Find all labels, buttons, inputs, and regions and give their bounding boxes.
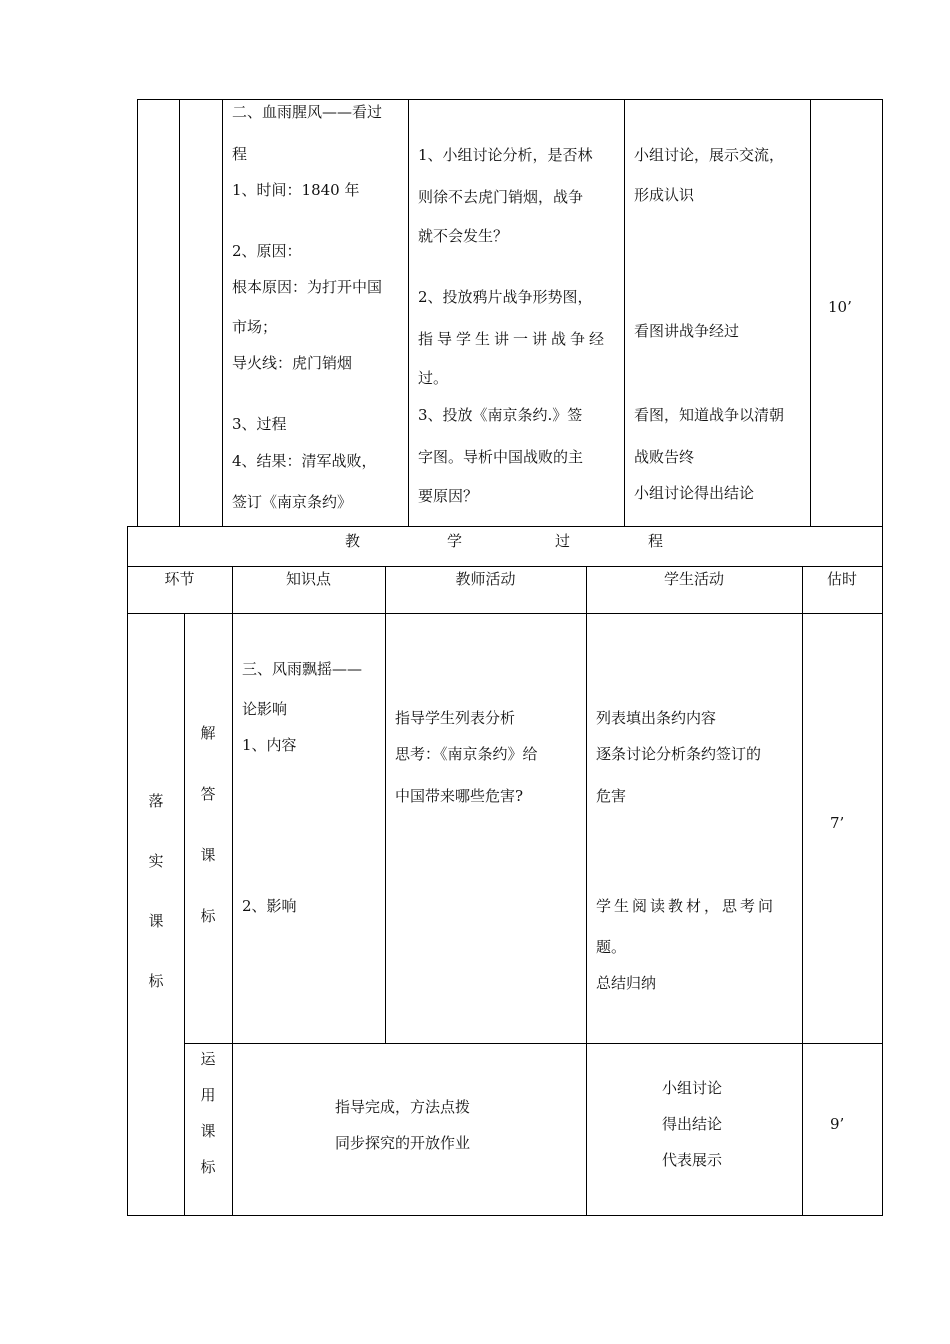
answer-time: 7’ xyxy=(830,814,845,832)
teacher-q3-cont: 字图。导析中国战败的主 xyxy=(418,448,584,466)
student-s1-cont: 形成认识 xyxy=(634,186,695,204)
section-title-2: 二、血雨腥风——看过 xyxy=(232,103,383,121)
stage-apply-label: 运 用 课 标 xyxy=(200,1050,216,1176)
reason-label: 2、原因： xyxy=(232,242,302,260)
apply-homework: 同步探究的开放作业 xyxy=(335,1134,471,1152)
header-teacher: 教师活动 xyxy=(455,570,516,588)
header-stage: 环节 xyxy=(164,570,195,588)
teacher-q1-end: 就不会发生？ xyxy=(418,227,509,245)
fuse: 导火线：虎门销烟 xyxy=(232,354,353,372)
apply-time: 9’ xyxy=(830,1115,845,1133)
teacher-guide: 指导学生列表分析 xyxy=(395,709,516,727)
impact-item: 2、影响 xyxy=(242,897,297,915)
teacher-q2-cont: 指导学生讲一讲战争经 xyxy=(418,330,609,348)
student-discuss-cont: 危害 xyxy=(596,787,627,805)
student-s1: 小组讨论，展示交流， xyxy=(634,146,785,164)
section-title-3: 三、风雨飘摇—— xyxy=(242,660,363,678)
student-s2: 看图讲战争经过 xyxy=(634,322,740,340)
content-item: 1、内容 xyxy=(242,736,297,754)
apply-student-item: 小组讨论 xyxy=(662,1079,723,1097)
upper-time: 10’ xyxy=(828,298,852,316)
student-s3: 看图，知道战争以清朝 xyxy=(634,406,785,424)
student-fill: 列表填出条约内容 xyxy=(596,709,717,727)
result-item: 4、结果：清军战败， xyxy=(232,452,377,470)
process-header-char: 程 xyxy=(648,532,664,550)
student-discuss: 逐条讨论分析条约签订的 xyxy=(596,745,762,763)
root-cause-cont: 市场； xyxy=(232,318,278,336)
teacher-q2: 2、投放鸦片战争形势图， xyxy=(418,288,593,306)
student-s3-cont: 战败告终 xyxy=(634,448,695,466)
apply-student-item: 得出结论 xyxy=(662,1115,723,1133)
header-student: 学生活动 xyxy=(663,570,724,588)
header-time: 估时 xyxy=(826,570,857,588)
result-item-cont: 签订《南京条约》 xyxy=(232,493,353,511)
section-title-2-cont: 程 xyxy=(232,145,248,163)
teacher-q2-end: 过。 xyxy=(418,369,449,387)
student-s4: 小组讨论得出结论 xyxy=(634,484,755,502)
stage-answer-label: 解 答 课 标 xyxy=(200,724,216,925)
apply-guide: 指导完成，方法点拨 xyxy=(335,1098,471,1116)
teacher-q1: 1、小组讨论分析，是否林 xyxy=(418,146,593,164)
teacher-q3-end: 要原因？ xyxy=(418,487,479,505)
process-item: 3、过程 xyxy=(232,415,287,433)
process-header-char: 过 xyxy=(555,532,571,550)
war-time: 1、时间：1840 年 xyxy=(232,181,360,199)
header-knowledge: 知识点 xyxy=(285,570,331,588)
process-header-char: 学 xyxy=(447,532,463,550)
teacher-think-cont: 中国带来哪些危害? xyxy=(395,787,524,805)
student-read-cont: 题。 xyxy=(596,938,627,956)
root-cause: 根本原因：为打开中国 xyxy=(232,278,383,296)
student-summary: 总结归纳 xyxy=(596,974,657,992)
teacher-q3: 3、投放《南京条约.》签 xyxy=(418,406,583,424)
teacher-think: 思考：《南京条约》给 xyxy=(395,745,538,763)
stage-outer-label: 落 实 课 标 xyxy=(148,792,164,990)
student-read: 学生阅读教材，思考问 xyxy=(596,897,777,915)
process-header-char: 教 xyxy=(345,532,361,550)
section-title-3-cont: 论影响 xyxy=(242,700,288,718)
teacher-q1-cont: 则徐不去虎门销烟，战争 xyxy=(418,188,584,206)
apply-student-item: 代表展示 xyxy=(662,1151,723,1169)
